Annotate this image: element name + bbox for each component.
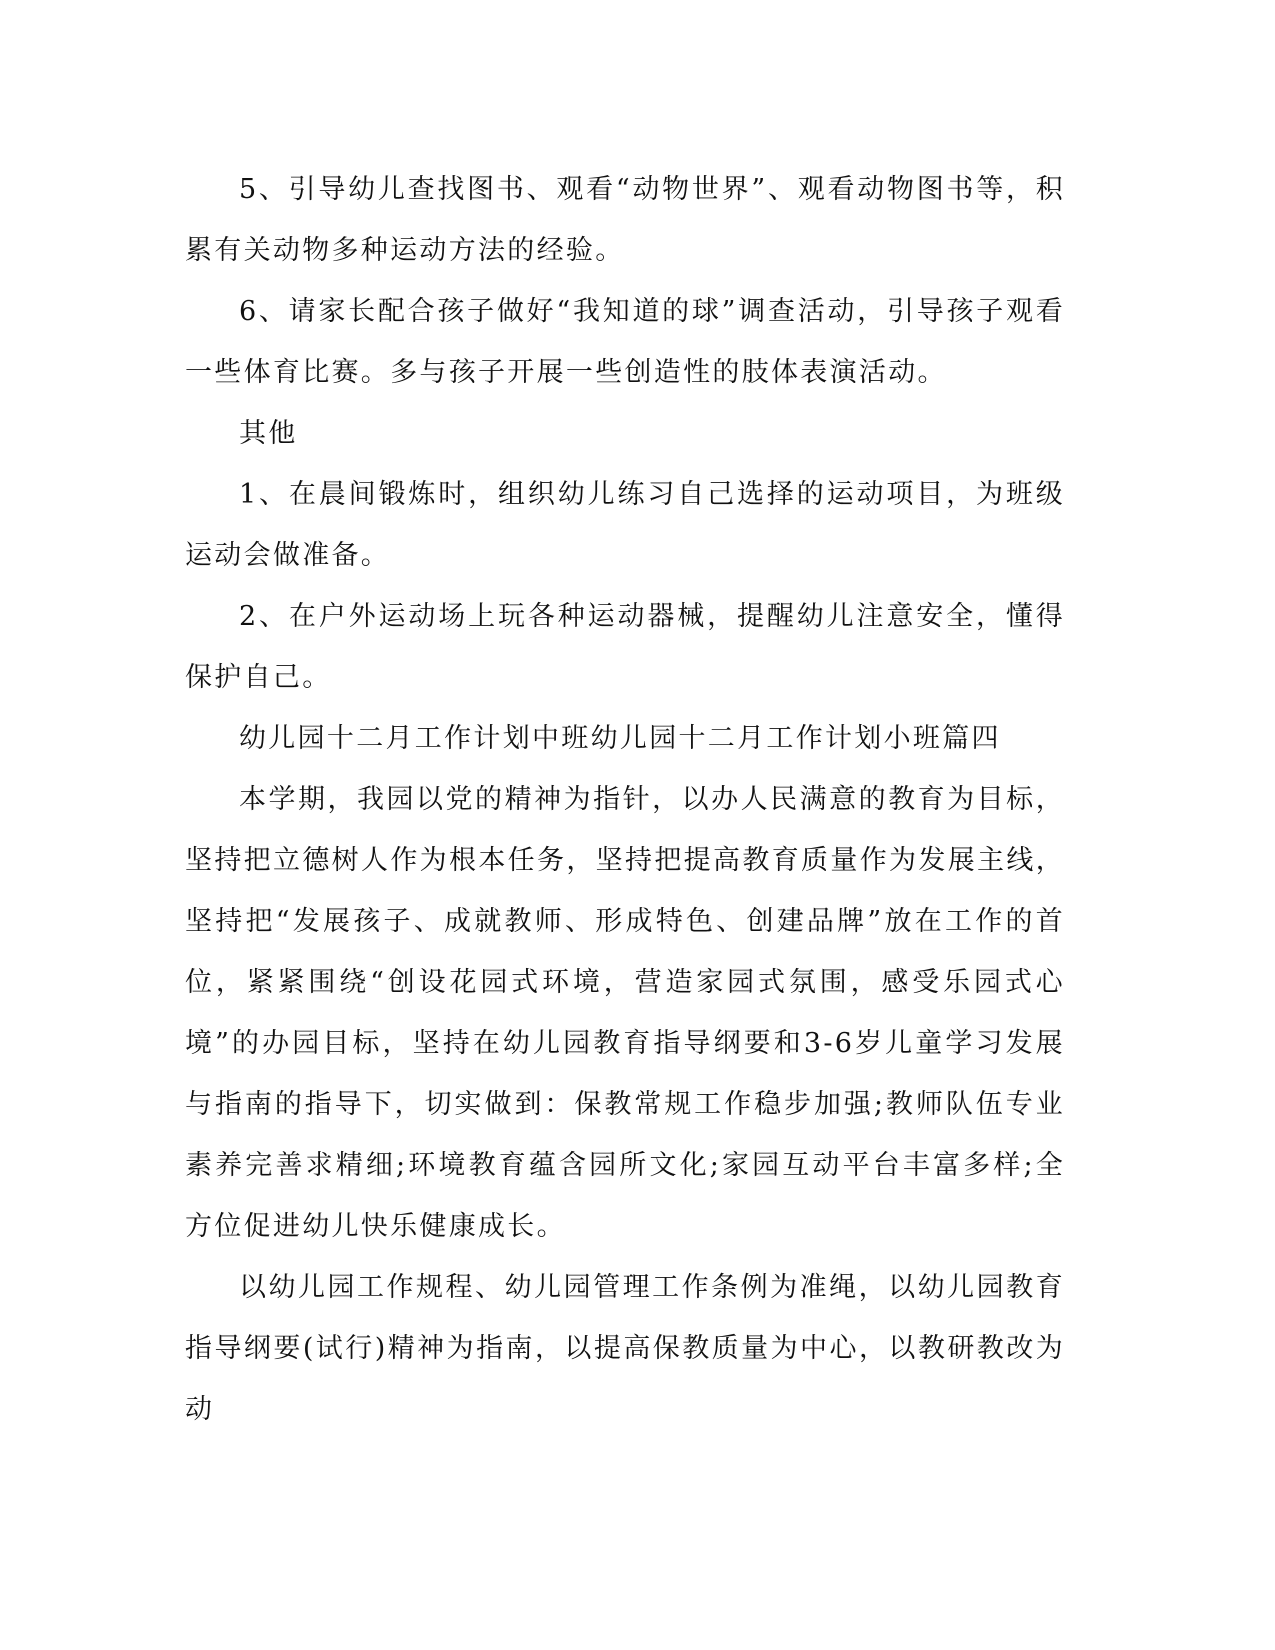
paragraph: 2、在户外运动场上玩各种运动器械，提醒幼儿注意安全，懂得保护自己。 [185, 601, 1065, 693]
paragraph: 5、引导幼儿查找图书、观看“动物世界”、观看动物图书等，积累有关动物多种运动方法的经验。 [185, 174, 1065, 266]
article-title: 幼儿园十二月工作计划中班幼儿园十二月工作计划小班篇四 [239, 723, 1001, 754]
paragraph: 本学期，我园以党的精神为指针，以办人民满意的教育为目标，坚持把立德树人作为根本任务，坚持把提高教育质量作为发展主线，坚持把“发展孩子、成就教师、形成特色、创建品牌”放在工作的首位，紧紧围绕“创设花园式环境，营造家园式氛围，感受乐园式心境”的办园目标，坚持在幼儿园教育指导纲要和3-6岁儿童学习发展与指南的指导下，切实做到：保教常规工作稳步加强;教师队伍专业素养完善求精细;环境教育蕴含园所文化;家园互动平台丰富多样;全方位促进幼儿快乐健康成长。 [185, 784, 1065, 1242]
paragraph: 1、在晨间锻炼时，组织幼儿练习自己选择的运动项目，为班级运动会做准备。 [185, 479, 1065, 571]
paragraph: 以幼儿园工作规程、幼儿园管理工作条例为准绳，以幼儿园教育指导纲要(试行)精神为指南，以提高保教质量为中心，以教研教改为动 [185, 1272, 1065, 1425]
section-heading: 其他 [239, 418, 298, 449]
paragraph: 6、请家长配合孩子做好“我知道的球”调查活动，引导孩子观看一些体育比赛。多与孩子开展一些创造性的肢体表演活动。 [185, 296, 1065, 388]
document-body [185, 159, 1065, 1440]
